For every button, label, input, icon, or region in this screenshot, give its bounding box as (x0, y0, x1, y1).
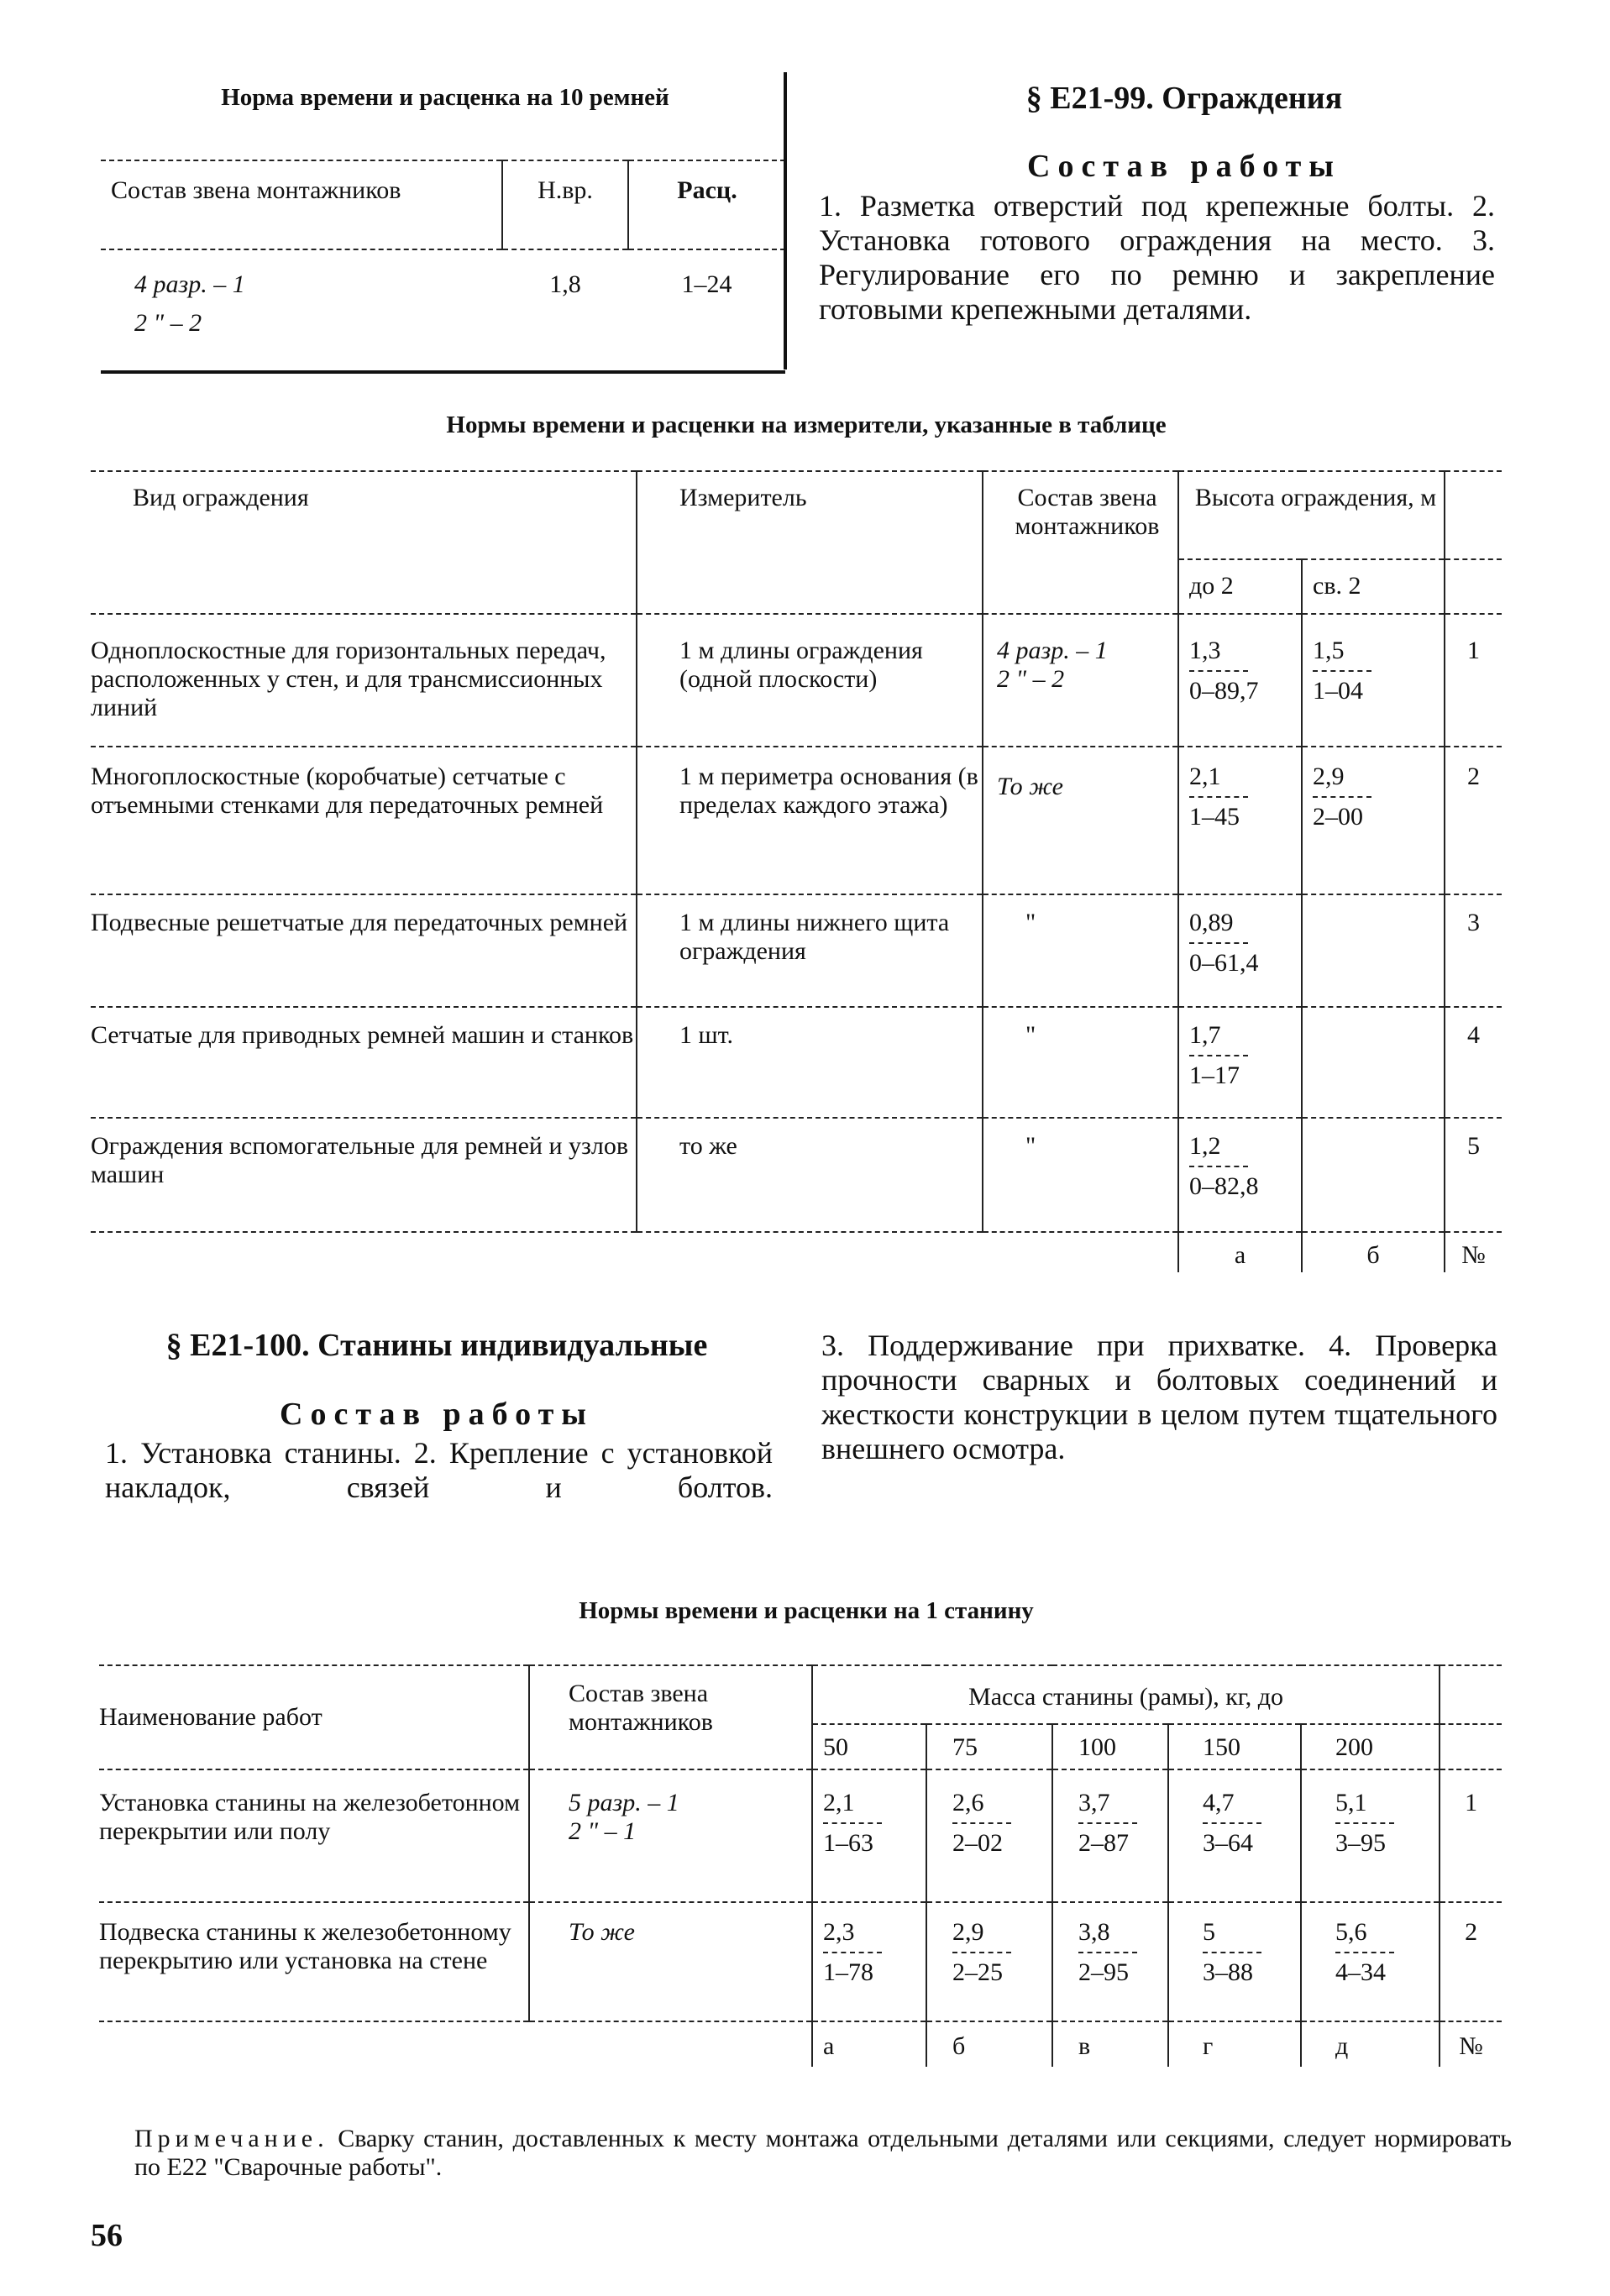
crew-line: 2 " – 2 (997, 665, 1065, 693)
t1-val-a (1178, 1007, 1302, 1118)
t2-name: Подвеска станины к железобетонному перекрытию или установка на стене (99, 1918, 511, 1974)
rate: 4–34 (1335, 1958, 1386, 1986)
sec99-title: § Е21-99. Ограждения (1025, 81, 1343, 116)
t1-footer-a: а (1178, 1232, 1302, 1272)
t1-crew: " (983, 1007, 1178, 1118)
t2-footer-g: г (1168, 2021, 1301, 2067)
t2-footer-b: б (926, 2021, 1052, 2067)
t2-val (1052, 1769, 1168, 1902)
table1-caption: Нормы времени и расценки на измерители, указанные в таблице (446, 411, 1167, 438)
sec100-subtitle: Состав работы (280, 1397, 594, 1432)
t2-val (1052, 1902, 1168, 2021)
t2-footer-d: д (1301, 2021, 1440, 2067)
t1-header-kind: Вид ограждения (133, 484, 309, 511)
norm-time: 5 (1203, 1918, 1215, 1946)
t1-header-height: Высота ограждения, м (1178, 471, 1445, 559)
t2-footer (99, 2021, 1502, 2067)
t1-val-b (1302, 747, 1445, 894)
rate: 1–17 (1189, 1062, 1240, 1089)
t1-val-a (1178, 614, 1302, 747)
t2-crew: То же (529, 1902, 812, 2021)
note (134, 2125, 1512, 2182)
t1-crew: " (983, 894, 1178, 1007)
crew-line: 4 разр. – 1 (134, 270, 245, 298)
small-header-nvr: Н.вр. (502, 160, 628, 249)
t2-header-col: 150 (1168, 1724, 1301, 1769)
note-text: Сварку станин, доставленных к месту монтажа отдельными деталями или секциями, следует нормировать по Е22 "Сварочные работы". (134, 2125, 1512, 2181)
t1-no: 4 (1445, 1007, 1502, 1118)
t1-val-a (1178, 747, 1302, 894)
t2-val (812, 1769, 926, 1902)
t1-crew: То же (983, 747, 1178, 894)
t1-kind: Подвесные решетчатые для передаточных ремней (91, 909, 628, 936)
crew-line: 2 " – 2 (134, 309, 202, 337)
t2-footer-v: в (1052, 2021, 1168, 2067)
norm-time: 0,89 (1189, 909, 1234, 936)
rate: 2–95 (1078, 1958, 1129, 1986)
t2-footer-a: а (812, 2021, 926, 2067)
t2-header-col: 75 (926, 1724, 1052, 1769)
table2-caption: Нормы времени и расценки на 1 станину (579, 1597, 1034, 1624)
rate: 0–89,7 (1189, 677, 1259, 705)
norm-time: 1,2 (1189, 1132, 1221, 1160)
sec99-text: 1. Разметка отверстий под крепежные болты. 2. Установка готового ограждения на место. 3. Регулирование его по ремню и закрепление готовыми крепежными деталями. (819, 189, 1495, 326)
small-table (101, 160, 785, 374)
sec100-text-right: 3. Поддерживание при прихватке. 4. Проверка прочности сварных и болтовых соединений и жесткости конструкции в целом путем тщательного внешнего осмотра. (821, 1329, 1497, 1465)
small-header-rasc: Расц. (628, 160, 785, 249)
page-number: 56 (91, 2218, 123, 2253)
t1-kind: Многоплоскостные (коробчатые) сетчатые с отъемными стенками для передаточных ремней (91, 763, 604, 819)
small-table-right-rule (784, 72, 787, 370)
t1-no: 1 (1445, 614, 1502, 747)
norm-time: 5,6 (1335, 1918, 1367, 1946)
t1-unit: 1 м длины нижнего щита ограждения (637, 894, 983, 1007)
rate: 2–87 (1078, 1829, 1129, 1857)
norm-time: 2,9 (952, 1918, 984, 1946)
norm-time: 4,7 (1203, 1789, 1235, 1816)
t1-crew (983, 614, 1178, 747)
t1-header-h-a: до 2 (1178, 559, 1302, 614)
norm-time: 3,8 (1078, 1918, 1110, 1946)
t1-kind: Сетчатые для приводных ремней машин и станков (91, 1021, 634, 1049)
t1-kind: Ограждения вспомогательные для ремней и узлов машин (91, 1132, 629, 1188)
sec99-subtitle: Состав работы (1027, 149, 1341, 184)
t1-row (91, 1007, 1502, 1118)
t2-header-name: Наименование работ (99, 1703, 323, 1731)
t2-header-crew: Состав звена монтажников (529, 1665, 812, 1769)
norm-time: 1,7 (1189, 1021, 1221, 1049)
t1-crew: " (983, 1118, 1178, 1232)
t2-val (926, 1902, 1052, 2021)
t2-val (926, 1769, 1052, 1902)
norm-time: 2,1 (823, 1789, 855, 1816)
norm-time: 2,1 (1189, 763, 1221, 790)
norm-time: 1,3 (1189, 637, 1221, 664)
t1-footer (91, 1232, 1502, 1272)
t1-row (91, 1118, 1502, 1232)
small-row-nvr: 1,8 (549, 270, 581, 298)
norm-time: 3,7 (1078, 1789, 1110, 1816)
t2-val (1301, 1902, 1440, 2021)
note-label: Примечание. (134, 2125, 329, 2152)
t1-kind: Одноплоскостные для горизонтальных передач, расположенных у стен, и для трансмиссионных линий (91, 637, 606, 721)
rate: 2–00 (1313, 803, 1363, 831)
rate: 2–02 (952, 1829, 1003, 1857)
table2 (99, 1664, 1502, 2067)
sec100-text-left: 1. Установка станины. 2. Крепление с установкой накладок, связей и болтов. (105, 1436, 773, 1504)
t1-footer-no: № (1445, 1232, 1502, 1272)
t1-footer-b: б (1302, 1232, 1445, 1272)
rate: 0–82,8 (1189, 1172, 1259, 1200)
t1-no: 3 (1445, 894, 1502, 1007)
t1-no: 2 (1445, 747, 1502, 894)
rate: 0–61,4 (1189, 949, 1259, 977)
t2-header-col: 200 (1301, 1724, 1440, 1769)
t1-val-a (1178, 894, 1302, 1007)
t2-val (1301, 1769, 1440, 1902)
norm-time: 2,9 (1313, 763, 1345, 790)
sec100-title: § Е21-100. Станины индивидуальные (165, 1328, 708, 1363)
norm-time: 5,1 (1335, 1789, 1367, 1816)
t2-val (812, 1902, 926, 2021)
small-table-caption: Норма времени и расценка на 10 ремней (221, 84, 669, 111)
rate: 3–64 (1203, 1829, 1253, 1857)
t2-row (99, 1902, 1502, 2021)
t2-no: 1 (1440, 1769, 1502, 1902)
small-row-rasc: 1–24 (681, 270, 732, 298)
t1-unit: 1 м периметра основания (в пределах каждого этажа) (637, 747, 983, 894)
t1-unit: 1 шт. (637, 1007, 983, 1118)
rate: 1–78 (823, 1958, 873, 1986)
t1-header-h-b: св. 2 (1302, 559, 1445, 614)
crew-line: 5 разр. – 1 (569, 1789, 679, 1816)
t1-header-unit: Измеритель (637, 471, 983, 614)
rate: 1–45 (1189, 803, 1240, 831)
t2-header-col: 100 (1052, 1724, 1168, 1769)
t1-row (91, 894, 1502, 1007)
t1-unit: 1 м длины ограждения (одной плоскости) (637, 614, 983, 747)
t2-crew (529, 1769, 812, 1902)
rate: 3–95 (1335, 1829, 1386, 1857)
t1-val-b (1302, 614, 1445, 747)
crew-line: 2 " – 1 (569, 1817, 637, 1845)
t1-row (91, 614, 1502, 747)
rate: 1–04 (1313, 677, 1363, 705)
t2-row (99, 1769, 1502, 1902)
t2-header-col: 50 (812, 1724, 926, 1769)
crew-line: 4 разр. – 1 (997, 637, 1108, 664)
t2-name: Установка станины на железобетонном перекрытии или полу (99, 1789, 521, 1845)
t1-row (91, 747, 1502, 894)
t1-unit: то же (637, 1118, 983, 1232)
t1-header-crew: Состав звена монтажников (983, 471, 1178, 614)
norm-time: 2,3 (823, 1918, 855, 1946)
t1-no: 5 (1445, 1118, 1502, 1232)
table1 (91, 470, 1502, 1272)
small-header-crew: Состав звена монтажников (111, 176, 401, 204)
rate: 3–88 (1203, 1958, 1253, 1986)
t2-no: 2 (1440, 1902, 1502, 2021)
small-row-crew (101, 249, 502, 372)
t2-footer-no: № (1440, 2021, 1502, 2067)
rate: 2–25 (952, 1958, 1003, 1986)
t2-val (1168, 1769, 1301, 1902)
t1-val-a (1178, 1118, 1302, 1232)
t2-val (1168, 1902, 1301, 2021)
rate: 1–63 (823, 1829, 873, 1857)
t2-header-mass: Масса станины (рамы), кг, до (812, 1665, 1440, 1724)
norm-time: 1,5 (1313, 637, 1345, 664)
norm-time: 2,6 (952, 1789, 984, 1816)
